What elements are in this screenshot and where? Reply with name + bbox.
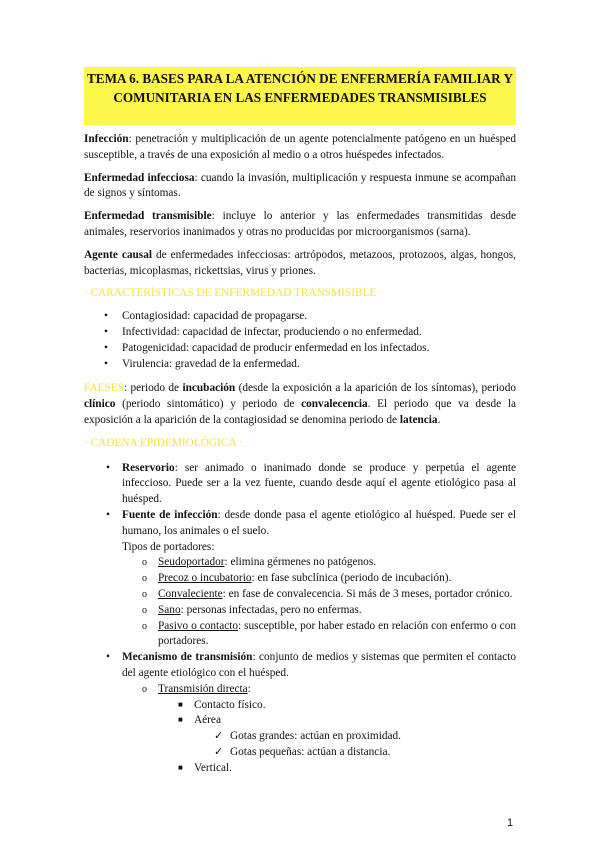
section-heading-cadena: · CADENA EPIDEMIOLÓGICA · xyxy=(84,436,243,449)
transmision-subitem: ■ Vertical. xyxy=(178,761,232,774)
fases-paragraph: FAESES: periodo de incubación (desde la exposición a la aparición de los síntomas), periodo clínico (periodo sintomático) y periodo de convalecencia. El periodo que va desde la exposición a la aparición de la contagiosidad se denomina periodo de latencia. xyxy=(84,382,516,426)
definition-agente-causal: Agente causal de enfermedades infecciosas: artrópodos, metazoos, protozoos, algas, hongos, bacterias, micoplasmas, rickettsias, virus y priones. xyxy=(84,248,516,277)
portador-item: o Seudoportador: elimina gérmenes no patógenos. xyxy=(142,556,377,569)
portador-item: o Precoz o incubatorio: en fase subclínica (periodo de incubación). xyxy=(142,572,452,585)
transmision-subitem: ■ Aérea xyxy=(178,714,221,727)
list-item-mecanismo: • Mecanismo de transmisión: conjunto de medios y sistemas que permiten el contacto del agente etiológico con el huésped. xyxy=(106,651,516,679)
aerea-subitem: ✓ Gotas grandes: actúan en proximidad. xyxy=(84,729,516,745)
transmision-directa-item: o Transmisión directa: xyxy=(142,682,251,695)
list-item: • Patogenicidad: capacidad de producir enfermedad en los infectados. xyxy=(104,341,430,354)
section-heading-caracteristicas: · CARACTERÍSTICAS DE ENFERMEDAD TRANSMISIBLE · xyxy=(84,287,383,300)
definition-infeccion: Infección: penetración y multiplicación de un agente potencialmente patógeno en un huésped susceptible, a través de una exposición al medio o a otros huéspedes infectados. xyxy=(84,133,516,161)
checkmark-icon: ✓ xyxy=(214,730,224,743)
portador-item: o Sano: personas infectadas, pero no enfermas. xyxy=(142,603,362,616)
square-bullet-icon: ■ xyxy=(178,762,183,772)
document-body xyxy=(84,132,516,776)
tipos-portadores-label: Tipos de portadores: xyxy=(122,540,215,553)
definition-enfermedad-infecciosa: Enfermedad infecciosa: cuando la invasión, multiplicación y respuesta inmune se acompañan de signos y síntomas. xyxy=(84,171,516,200)
document-title: TEMA 6. BASES PARA LA ATENCIÓN DE ENFERMERÍA FAMILIAR Y COMUNITARIA EN LAS ENFERMEDADES TRANSMISIBLES xyxy=(84,67,516,125)
square-bullet-icon: ■ xyxy=(178,715,183,725)
definition-enfermedad-transmisible: Enfermedad transmisible: incluye lo anterior y las enfermedades transmitidas desde animales, reservorios inanimados y otras no producidas por microorganismos (sarna). xyxy=(84,210,516,238)
list-item-reservorio: • Reservorio: ser animado o inanimado donde se produce y perpetúa el agente infeccioso. Puede ser a la vez fuente, cuando desde aquí el agente etiológico pasa al huésped. xyxy=(106,461,516,506)
checkmark-icon: ✓ xyxy=(214,745,224,758)
list-item: • Contagiosidad: capacidad de propagarse. xyxy=(104,310,308,323)
square-bullet-icon: ■ xyxy=(178,699,183,709)
page-number: 1 xyxy=(507,817,514,829)
transmision-subitem: ■ Contacto físico. xyxy=(178,698,266,711)
portador-item: o Convaleciente: en fase de convalecencia. Si más de 3 meses, portador crónico. xyxy=(142,587,513,600)
list-item: • Infectividad: capacidad de infectar, produciendo o no enfermedad. xyxy=(104,325,422,338)
list-item-fuente: • Fuente de infección: desde donde pasa el agente etiológico al huésped. Puede ser el humano, los animales o el suelo. xyxy=(106,508,517,537)
list-item: • Virulencia: gravedad de la enfermedad. xyxy=(104,357,300,370)
portador-item: o Pasivo o contacto: susceptible, por haber estado en relación con enfermo o con portadores. xyxy=(142,619,516,648)
fases-label: FAESES xyxy=(84,382,124,395)
aerea-subitem: ✓ Gotas pequeñas: actúan a distancia. xyxy=(84,745,516,761)
